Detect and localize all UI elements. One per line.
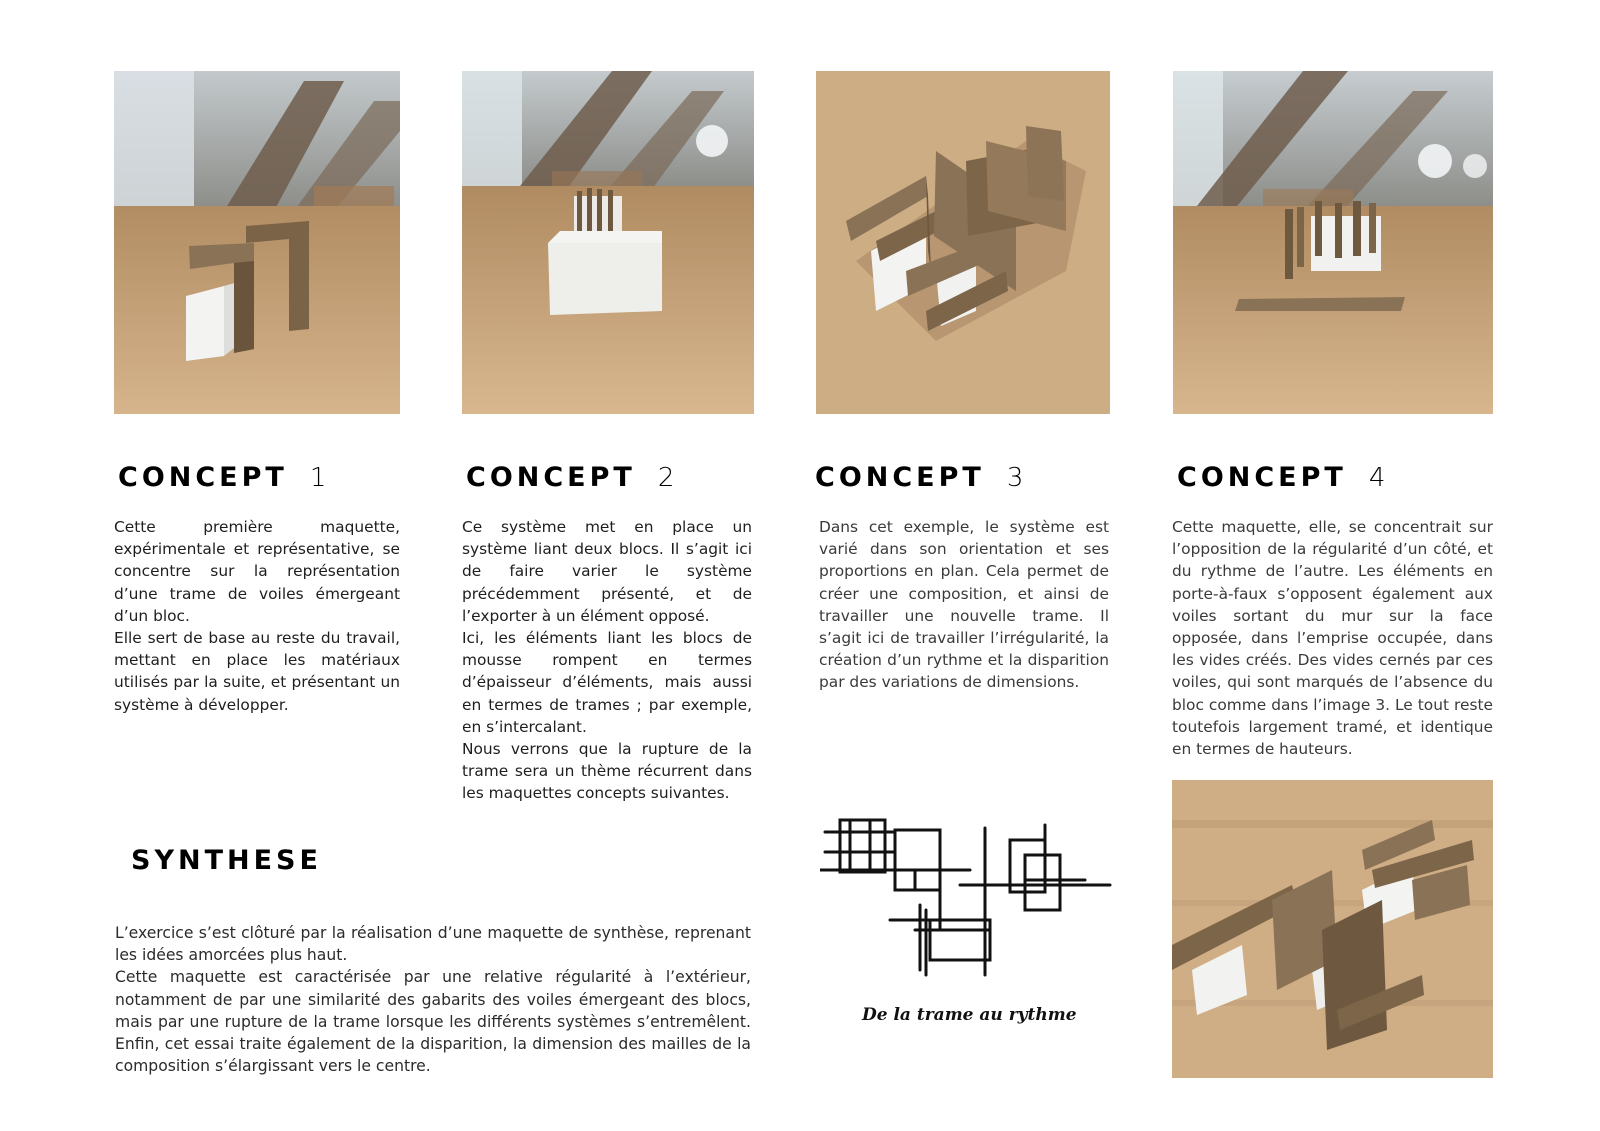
concept-1-number: 1 bbox=[309, 463, 327, 493]
concept-1-paragraph: Elle sert de base au reste du travail, mettant en place les matériaux utilisés par la suite, et présentant un système à développer. bbox=[114, 629, 400, 714]
concept-2-paragraph: Ici, les éléments liant les blocs de mousse rompent en termes d’épaisseur d’éléments, mais aussi en termes de trames ; par exemple, en s’intercalant. bbox=[462, 629, 752, 736]
concept-2-title bbox=[466, 464, 674, 491]
synthese-photo bbox=[1172, 780, 1493, 1078]
concept-2-paragraph: Nous verrons que la rupture de la trame sera un thème récurrent dans les maquettes concepts suivantes. bbox=[462, 740, 752, 803]
concept-4-label: CONCEPT bbox=[1177, 462, 1347, 493]
concept-3-photo bbox=[816, 71, 1110, 414]
synthese-paragraph: Cette maquette est caractérisée par une relative régularité à l’extérieur, notamment de par une similarité des gabarits des voiles émergeant des blocs, mais par une rupture de la trame lorsque les différents systèmes s’entremêlent. Enfin, cet essai traite également de la disparition, la dimension des mailles de la composition s’élargissant vers le centre. bbox=[115, 968, 751, 1076]
concept-3-paragraph: Dans cet exemple, le système est varié dans son orientation et ses proportions en plan. Cela permet de créer une composition, et ainsi de travailler une nouvelle trame. Il s’agit ici de travailler l’irrégularité, la création d’un rythme et la disparition par des variations de dimensions. bbox=[819, 518, 1109, 692]
concept-4-title bbox=[1177, 464, 1385, 491]
synthese-text bbox=[115, 922, 751, 1077]
concept-1-description bbox=[114, 516, 400, 716]
concept-4-photo bbox=[1173, 71, 1493, 414]
concept-2-label: CONCEPT bbox=[466, 462, 636, 493]
synthese-title: SYNTHESE bbox=[131, 845, 322, 876]
concept-3-description bbox=[819, 516, 1109, 694]
concept-1-label: CONCEPT bbox=[118, 462, 288, 493]
concept-4-number: 4 bbox=[1368, 463, 1386, 493]
synthese-paragraph: L’exercice s’est clôturé par la réalisation d’une maquette de synthèse, reprenant les idées amorcées plus haut. bbox=[115, 924, 751, 965]
concept-2-number: 2 bbox=[657, 463, 675, 493]
concept-3-title bbox=[815, 464, 1023, 491]
concept-3-number: 3 bbox=[1006, 463, 1024, 493]
sketch-caption: De la trame au rythme bbox=[862, 1005, 1077, 1025]
concept-4-description bbox=[1172, 516, 1493, 760]
concept-2-photo bbox=[462, 71, 754, 414]
concept-2-paragraph: Ce système met en place un système liant deux blocs. Il s’agit ici de faire varier le système précédemment présenté, et de l’exporter à un élément opposé. bbox=[462, 518, 752, 625]
concept-1-title bbox=[118, 464, 326, 491]
concept-2-description bbox=[462, 516, 752, 805]
concept-1-photo bbox=[114, 71, 400, 414]
concept-3-label: CONCEPT bbox=[815, 462, 985, 493]
concept-4-paragraph: Cette maquette, elle, se concentrait sur l’opposition de la régularité d’un côté, et du rythme de l’autre. Les éléments en porte-à-faux s’opposent également aux voiles sortant du mur sur la face opposée, dans l’emprise occupée, dans les vides créés. Des vides cernés par ces voiles, qui sont marqués de l’absence du bloc comme dans l’image 3. Le tout reste toutefois largement tramé, et identique en termes de hauteurs. bbox=[1172, 518, 1493, 759]
concept-1-paragraph: Cette première maquette, expérimentale et représentative, se concentre sur la représentation d’une trame de voiles émergeant d’un bloc. bbox=[114, 518, 400, 625]
